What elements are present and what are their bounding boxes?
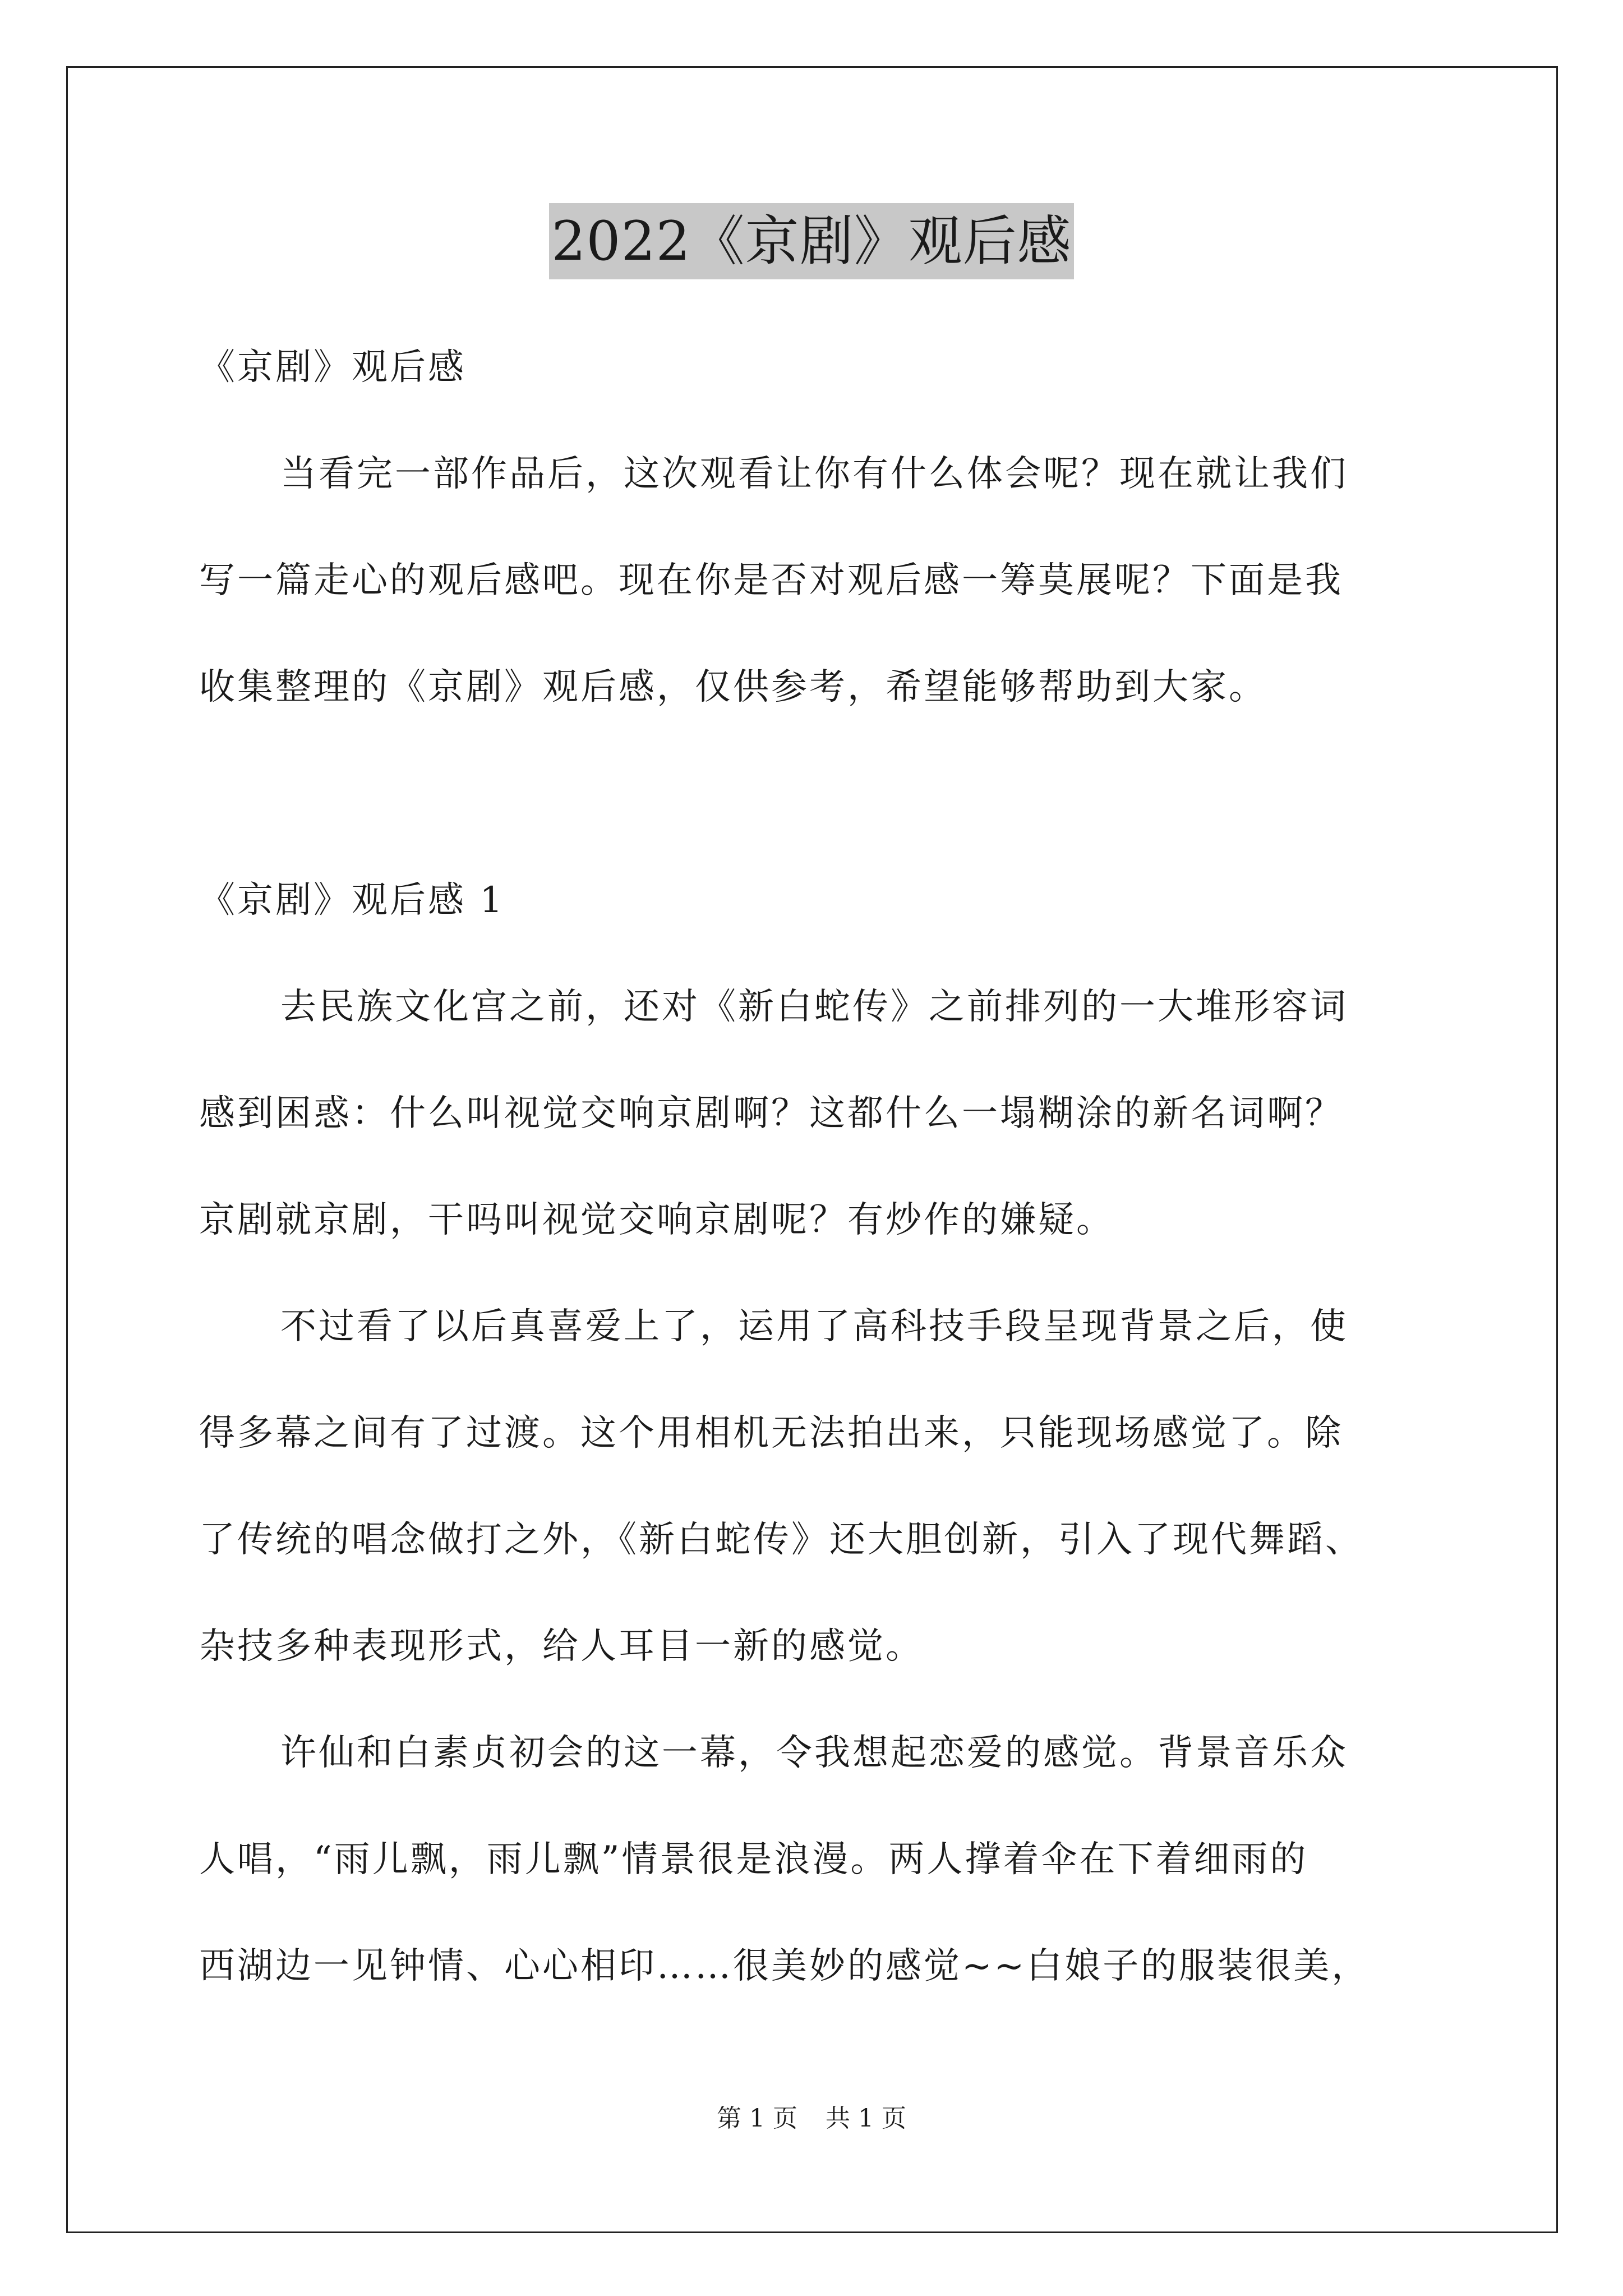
paragraph-line: 感到困惑：什么叫视觉交响京剧啊？这都什么一塌糊涂的新名词啊？ [199,1093,1343,1134]
paragraph-line: 了传统的唱念做打之外，《新白蛇传》还大胆创新，引入了现代舞蹈、 [199,1519,1363,1561]
document-body [199,314,1433,2019]
paragraph-line: 人唱，“雨儿飘，雨儿飘”情景很是浪漫。两人撑着伞在下着细雨的 [199,1839,1308,1880]
section-spacer [199,740,1433,847]
paragraph-line: 当看完一部作品后，这次观看让你有什么体会呢？现在就让我们 [280,453,1348,495]
section-heading: 《京剧》观后感 1 [199,880,505,921]
paragraph-line: 京剧就京剧，干吗叫视觉交响京剧呢？有炒作的嫌疑。 [199,1199,1114,1241]
paragraph-line: 去民族文化宫之前，还对《新白蛇传》之前排列的一大堆形容词 [280,986,1348,1028]
paragraph-line: 收集整理的《京剧》观后感，仅供参考，希望能够帮助到大家。 [199,666,1267,708]
paragraph-line: 西湖边一见钟情、心心相印……很美妙的感觉~~白娘子的服装很美， [199,1945,1370,1987]
paragraph-line: 不过看了以后真喜爱上了，运用了高科技手段呈现背景之后，使 [280,1306,1348,1347]
heading-intro: 《京剧》观后感 [199,347,466,388]
page-number: 第 1 页 [717,2104,797,2133]
paragraph-line: 杂技多种表现形式，给人耳目一新的感觉。 [199,1626,924,1667]
page-total: 共 1 页 [826,2104,906,2133]
title-container [0,203,1623,279]
paragraph-line: 写一篇走心的观后感吧。现在你是否对观后感一筹莫展呢？下面是我 [199,560,1343,601]
document-title: 2022《京剧》观后感 [549,203,1073,279]
page-footer [0,2098,1623,2134]
paragraph-line: 许仙和白素贞初会的这一幕，令我想起恋爱的感觉。背景音乐众 [280,1732,1348,1774]
paragraph-line: 得多幕之间有了过渡。这个用相机无法拍出来，只能现场感觉了。除 [199,1412,1343,1454]
